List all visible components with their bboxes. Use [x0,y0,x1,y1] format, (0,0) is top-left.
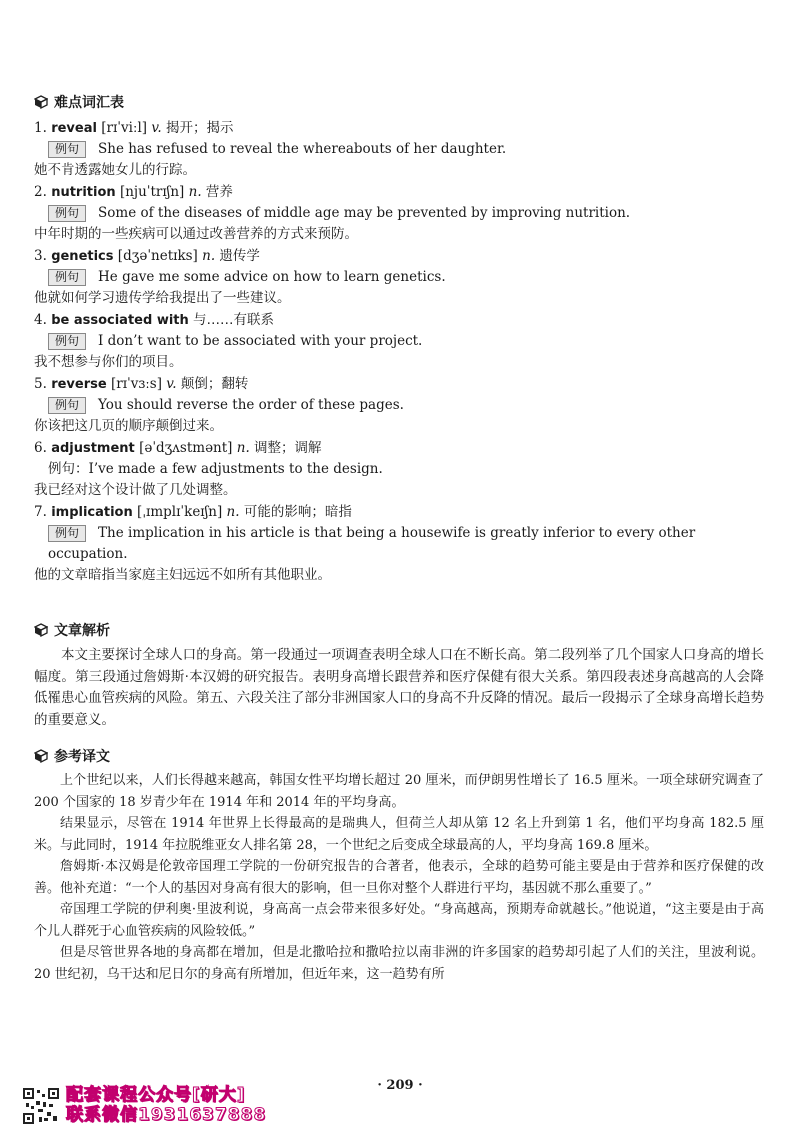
example-zh: 他的文章暗指当家庭主妇远远不如所有其他职业。 [34,567,331,583]
vocab-word: genetics [51,249,114,264]
example-tag: 例句 [48,205,86,222]
example-en: I don’t want to be associated with your project. [98,333,423,349]
example-en: He gave me some advice on how to learn genetics. [98,269,446,285]
translation-paragraph: 詹姆斯·本汉姆是伦敦帝国理工学院的一份研究报告的合著者，他表示，全球的趋势可能主要是由于营养和医疗保健的改善。他补充道：“一个人的基因对身高有很大的影响，但一旦你对整个人群进行平均，基因就不那么重要了。” [34,859,764,896]
vocab-word: reveal [51,121,97,136]
example-zh: 他就如何学习遗传学给我提出了一些建议。 [34,290,291,306]
vocab-entry: 6. adjustment [əˈdʒʌstmənt] n. 调整；调解 例句：I’ve made a few adjustments to the design. 我已经对这个设计做了几处调整。 [34,438,764,501]
example-tag: 例句 [48,333,86,350]
translation-body [34,770,764,985]
promo-banner [66,1085,266,1125]
translation-paragraph: 结果显示，尽管在 1914 年世界上长得最高的是瑞典人，但荷兰人却从第 12 名上升到第 1 名，他们平均身高 182.5 厘米。与此同时，1914 年拉脱维亚女人排名第 28，一个世纪之后变成全球最高的人，平均身高 169.8 厘米。 [34,816,764,853]
translation-section-heading [34,746,110,766]
example-tag: 例句 [48,269,86,286]
vocab-word: be associated with [51,313,189,328]
analysis-section-title: 文章解析 [54,623,110,639]
vocab-list [34,118,764,587]
vocab-entry: 5. reverse [rɪˈvɜːs] v. 颠倒；翻转 例句 You should reverse the order of these pages. 你该把这几页的顺序颠倒过来。 [34,374,764,437]
example-en: You should reverse the order of these pages. [98,397,404,413]
example-tag: 例句 [48,525,86,542]
example-zh: 我不想参与你们的项目。 [34,354,183,370]
example-en: She has refused to reveal the whereabouts of her daughter. [98,141,507,157]
promo-line-1: 配套课程公众号[研大] [66,1085,246,1105]
example-en: Some of the diseases of middle age may be prevented by improving nutrition. [98,205,631,221]
vocab-entry: 4. be associated with 与……有联系 例句 I don’t want to be associated with your project. 我不想参与你们的项目。 [34,310,764,373]
example-zh: 我已经对这个设计做了几处调整。 [34,482,237,498]
example-en: 例句：I’ve made a few adjustments to the design. [48,461,383,477]
vocab-entry: 2. nutrition [njuˈtrɪʃn] n. 营养 例句 Some of the diseases of middle age may be prevented by improving nutrition. 中年时期的一些疾病可以通过改善营养的方式来预防。 [34,182,764,245]
analysis-paragraph: 本文主要探讨全球人口的身高。第一段通过一项调查表明全球人口在不断长高。第二段列举了几个国家人口身高的增长幅度。第三段通过詹姆斯·本汉姆的研究报告。表明身高增长跟营养和医疗保健有很大关系。第四段表述身高越高的人会降低罹患心血管疾病的风险。第五、六段关注了部分非洲国家人口的身高不升反降的情况。最后一段揭示了全球身高增长趋势的重要意义。 [34,647,764,728]
vocab-entry: 1. reveal [rɪˈviːl] v. 揭开；揭示 例句 She has refused to reveal the whereabouts of her daughter. 她不肯透露她女儿的行踪。 [34,118,764,181]
vocab-section-heading [34,92,124,112]
vocab-word: adjustment [51,441,135,456]
example-tag: 例句 [48,397,86,414]
cube-icon [34,623,48,637]
example-tag: 例句 [48,141,86,158]
example-en: The implication in his article is that being a housewife is greatly inferior to every other occupation. [48,525,696,562]
translation-section-title: 参考译文 [54,749,110,765]
vocab-word: nutrition [51,185,116,200]
vocab-entry: 3. genetics [dʒəˈnetɪks] n. 遗传学 例句 He gave me some advice on how to learn genetics. 他就如何学习遗传学给我提出了一些建议。 [34,246,764,309]
example-zh: 中年时期的一些疾病可以通过改善营养的方式来预防。 [34,226,358,242]
vocab-section-title: 难点词汇表 [54,95,124,111]
translation-paragraph: 帝国理工学院的伊利奥·里波利说，身高高一点会带来很多好处。“身高越高，预期寿命就越长。”他说道，“这主要是由于高个儿人群死于心血管疾病的风险较低。” [34,902,764,939]
example-zh: 你该把这几页的顺序颠倒过来。 [34,418,223,434]
vocab-entry: 7. implication [ˌɪmplɪˈkeɪʃn] n. 可能的影响；暗指 例句 The implication in his article is that being a housewife is greatly inferior to every other occupation. 他的文章暗指当家庭主妇远远不如所有其他职业。 [34,502,764,586]
translation-paragraph: 上个世纪以来，人们长得越来越高，韩国女性平均增长超过 20 厘米，而伊朗男性增长了 16.5 厘米。一项全球研究调查了 200 个国家的 18 岁青少年在 1914 年和 2014 年的平均身高。 [34,773,764,810]
translation-paragraph: 但是尽管世界各地的身高都在增加，但是北撒哈拉和撒哈拉以南非洲的许多国家的趋势却引起了人们的关注，里波利说。20 世纪初，乌干达和尼日尔的身高有所增加，但近年来，这一趋势有所 [34,945,764,982]
qr-code-icon [22,1087,60,1125]
promo-line-2: 联系微信1931637888 [66,1105,267,1125]
vocab-word: reverse [51,377,107,392]
page-number: · 209 · [377,1078,423,1093]
cube-icon [34,95,48,109]
analysis-section-heading [34,620,110,640]
vocab-word: implication [51,505,133,520]
example-zh: 她不肯透露她女儿的行踪。 [34,162,196,178]
cube-icon [34,749,48,763]
